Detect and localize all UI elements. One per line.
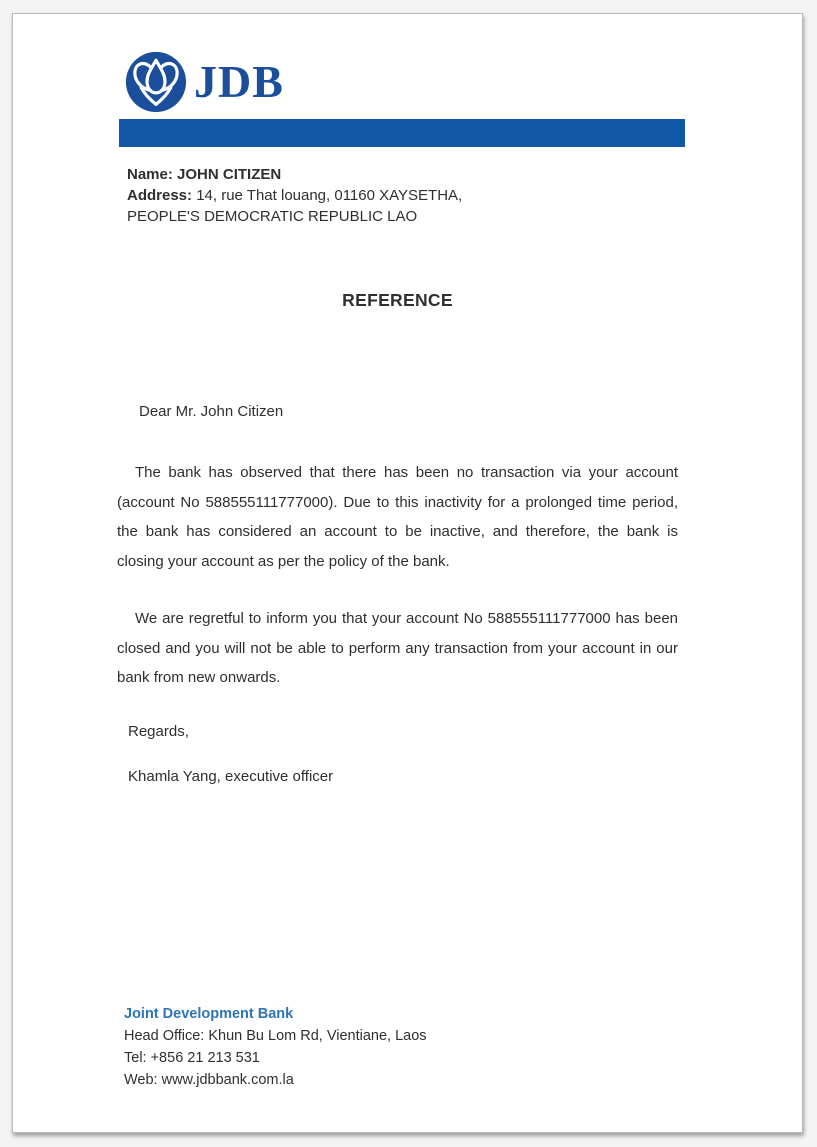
footer-bank-name: Joint Development Bank — [124, 1006, 294, 1022]
recipient-name-label: Name: — [127, 166, 173, 183]
recipient-country-line: PEOPLE'S DEMOCRATIC REPUBLIC LAO — [127, 208, 418, 225]
recipient-address-label: Address: — [127, 187, 193, 204]
document-page — [12, 13, 803, 1133]
body-paragraph-1: The bank has observed that there has been no transaction via your account (account No 588555111777000). Due to this inactivity for a prolonged time period, the bank has considered an account to be inactive, and therefore, the bank is closing your account as per the policy of the bank. — [117, 464, 678, 570]
salutation: Dear Mr. John Citizen — [139, 403, 284, 420]
body-paragraph-2: We are regretful to inform you that your account No 588555111777000 has been closed and you will not be able to perform any transaction from your account in our bank from new onwards. — [117, 610, 678, 686]
jdb-lotus-icon — [124, 50, 188, 114]
bank-logo-text: JDB — [194, 56, 284, 107]
recipient-address-line — [127, 185, 678, 206]
recipient-name-line — [127, 164, 678, 185]
recipient-address-block — [117, 164, 678, 227]
signature-line: Khamla Yang, executive officer — [128, 768, 334, 785]
footer-telephone: Tel: +856 21 213 531 — [124, 1050, 260, 1066]
footer-head-office: Head Office: Khun Bu Lom Rd, Vientiane, Laos — [124, 1028, 427, 1044]
recipient-name-value: JOHN CITIZEN — [177, 166, 282, 183]
bank-logo — [124, 50, 284, 114]
closing-line: Regards, — [128, 723, 189, 740]
footer-block — [117, 1003, 678, 1091]
header-divider-bar — [119, 119, 685, 147]
recipient-address-value: 14, rue That louang, 01160 XAYSETHA, — [196, 187, 463, 204]
footer-website: Web: www.jdbbank.com.la — [124, 1072, 294, 1088]
document-title: REFERENCE — [342, 290, 453, 310]
